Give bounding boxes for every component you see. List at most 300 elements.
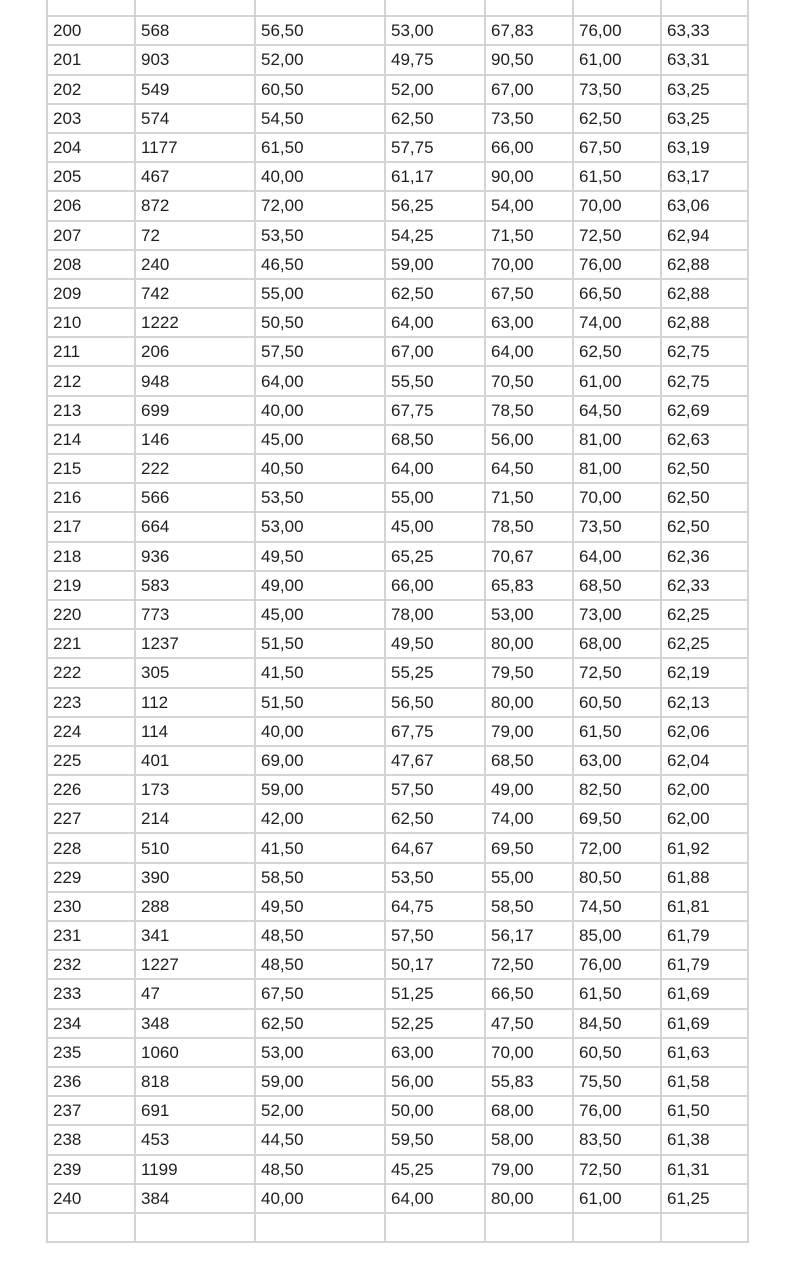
table-cell: 209 bbox=[47, 279, 135, 308]
table-cell: 401 bbox=[135, 746, 255, 775]
table-cell: 305 bbox=[135, 658, 255, 687]
table-cell: 467 bbox=[135, 162, 255, 191]
table-cell: 60,50 bbox=[573, 1038, 661, 1067]
table-cell: 70,67 bbox=[485, 542, 573, 571]
table-cell: 230 bbox=[47, 892, 135, 921]
table-cell: 50,17 bbox=[385, 950, 485, 979]
table-cell: 48,50 bbox=[255, 1155, 385, 1184]
table-cell: 55,00 bbox=[385, 483, 485, 512]
table-cell: 82,50 bbox=[573, 775, 661, 804]
table-cell: 47,67 bbox=[385, 746, 485, 775]
table-cell: 59,00 bbox=[385, 250, 485, 279]
table-cell: 65,83 bbox=[485, 571, 573, 600]
table-cell: 56,50 bbox=[255, 16, 385, 45]
table-cell: 45,00 bbox=[255, 600, 385, 629]
table-cell: 227 bbox=[47, 804, 135, 833]
table-row bbox=[47, 221, 748, 250]
table-cell bbox=[573, 0, 661, 16]
results-table bbox=[46, 0, 749, 1243]
table-cell: 48,50 bbox=[255, 950, 385, 979]
table-row bbox=[47, 1038, 748, 1067]
table-cell: 80,00 bbox=[485, 629, 573, 658]
table-cell: 79,00 bbox=[485, 717, 573, 746]
table-row bbox=[47, 104, 748, 133]
table-cell bbox=[385, 1213, 485, 1242]
table-cell: 62,00 bbox=[661, 775, 748, 804]
table-row bbox=[47, 0, 748, 16]
table-cell bbox=[255, 1213, 385, 1242]
table-cell: 61,63 bbox=[661, 1038, 748, 1067]
table-cell: 61,88 bbox=[661, 863, 748, 892]
table-cell: 64,00 bbox=[385, 454, 485, 483]
table-cell: 218 bbox=[47, 542, 135, 571]
table-cell: 53,50 bbox=[255, 221, 385, 250]
table-cell: 574 bbox=[135, 104, 255, 133]
table-cell: 173 bbox=[135, 775, 255, 804]
table-cell: 62,06 bbox=[661, 717, 748, 746]
table-cell: 81,00 bbox=[573, 425, 661, 454]
table-cell: 44,50 bbox=[255, 1125, 385, 1154]
table-cell: 56,50 bbox=[385, 688, 485, 717]
table-cell: 903 bbox=[135, 45, 255, 74]
table-cell: 210 bbox=[47, 308, 135, 337]
table-cell: 57,50 bbox=[255, 337, 385, 366]
table-cell: 62,75 bbox=[661, 366, 748, 395]
table-cell: 206 bbox=[47, 191, 135, 220]
table-cell: 53,00 bbox=[255, 1038, 385, 1067]
table-cell: 74,50 bbox=[573, 892, 661, 921]
table-cell: 62,50 bbox=[573, 337, 661, 366]
table-row bbox=[47, 1096, 748, 1125]
table-row bbox=[47, 629, 748, 658]
table-cell: 57,50 bbox=[385, 775, 485, 804]
table-cell: 206 bbox=[135, 337, 255, 366]
table-cell: 61,38 bbox=[661, 1125, 748, 1154]
table-cell: 61,25 bbox=[661, 1184, 748, 1213]
table-cell: 52,00 bbox=[255, 1096, 385, 1125]
table-cell: 61,58 bbox=[661, 1067, 748, 1096]
table-cell: 53,50 bbox=[385, 863, 485, 892]
table-cell: 61,50 bbox=[255, 133, 385, 162]
table-cell: 61,00 bbox=[573, 45, 661, 74]
table-row bbox=[47, 804, 748, 833]
table-cell: 62,19 bbox=[661, 658, 748, 687]
table-row bbox=[47, 892, 748, 921]
table-row bbox=[47, 658, 748, 687]
table-cell: 62,50 bbox=[385, 804, 485, 833]
table-cell: 45,00 bbox=[385, 512, 485, 541]
table-cell: 566 bbox=[135, 483, 255, 512]
table-cell: 61,50 bbox=[573, 979, 661, 1008]
table-cell: 223 bbox=[47, 688, 135, 717]
table-cell: 62,50 bbox=[385, 279, 485, 308]
table-cell: 69,50 bbox=[573, 804, 661, 833]
table-cell: 63,00 bbox=[573, 746, 661, 775]
table-cell: 42,00 bbox=[255, 804, 385, 833]
table-cell: 664 bbox=[135, 512, 255, 541]
table-cell: 341 bbox=[135, 921, 255, 950]
table-cell: 220 bbox=[47, 600, 135, 629]
table-cell: 48,50 bbox=[255, 921, 385, 950]
table-cell: 52,00 bbox=[385, 75, 485, 104]
table-row bbox=[47, 279, 748, 308]
table-cell: 70,00 bbox=[573, 483, 661, 512]
table-cell: 63,25 bbox=[661, 104, 748, 133]
table-cell: 49,50 bbox=[255, 892, 385, 921]
table-cell: 384 bbox=[135, 1184, 255, 1213]
table-cell: 76,00 bbox=[573, 950, 661, 979]
table-row bbox=[47, 366, 748, 395]
table-cell: 49,75 bbox=[385, 45, 485, 74]
table-row bbox=[47, 162, 748, 191]
table-cell: 61,69 bbox=[661, 979, 748, 1008]
table-cell: 68,00 bbox=[573, 629, 661, 658]
table-row bbox=[47, 1155, 748, 1184]
table-cell: 67,00 bbox=[385, 337, 485, 366]
table-cell bbox=[573, 1213, 661, 1242]
table-cell: 56,25 bbox=[385, 191, 485, 220]
table-cell bbox=[485, 1213, 573, 1242]
table-cell: 67,83 bbox=[485, 16, 573, 45]
table-cell: 72,50 bbox=[485, 950, 573, 979]
table-cell: 69,50 bbox=[485, 833, 573, 862]
table-cell: 54,00 bbox=[485, 191, 573, 220]
table-cell: 76,00 bbox=[573, 1096, 661, 1125]
table-cell: 61,79 bbox=[661, 950, 748, 979]
table-cell: 61,50 bbox=[573, 717, 661, 746]
table-cell: 62,69 bbox=[661, 396, 748, 425]
table-cell: 66,00 bbox=[485, 133, 573, 162]
table-cell: 225 bbox=[47, 746, 135, 775]
table-cell: 71,50 bbox=[485, 221, 573, 250]
table-cell: 63,31 bbox=[661, 45, 748, 74]
table-cell: 55,00 bbox=[255, 279, 385, 308]
table-cell: 66,50 bbox=[573, 279, 661, 308]
table-cell: 1237 bbox=[135, 629, 255, 658]
table-row bbox=[47, 396, 748, 425]
table-cell: 60,50 bbox=[255, 75, 385, 104]
table-cell: 235 bbox=[47, 1038, 135, 1067]
table-cell: 72 bbox=[135, 221, 255, 250]
table-cell: 1177 bbox=[135, 133, 255, 162]
table-cell: 46,50 bbox=[255, 250, 385, 279]
table-cell: 237 bbox=[47, 1096, 135, 1125]
table-cell: 61,31 bbox=[661, 1155, 748, 1184]
table-cell: 40,00 bbox=[255, 396, 385, 425]
table-cell: 53,00 bbox=[255, 512, 385, 541]
table-cell: 67,50 bbox=[255, 979, 385, 1008]
table-cell: 200 bbox=[47, 16, 135, 45]
table-row bbox=[47, 483, 748, 512]
table-cell: 90,00 bbox=[485, 162, 573, 191]
table-cell: 549 bbox=[135, 75, 255, 104]
table-cell: 40,50 bbox=[255, 454, 385, 483]
table-cell: 53,00 bbox=[385, 16, 485, 45]
table-cell: 240 bbox=[135, 250, 255, 279]
table-cell: 66,00 bbox=[385, 571, 485, 600]
table-cell: 239 bbox=[47, 1155, 135, 1184]
table-cell: 226 bbox=[47, 775, 135, 804]
table-row bbox=[47, 979, 748, 1008]
table-cell: 73,50 bbox=[573, 75, 661, 104]
table-cell: 62,00 bbox=[661, 804, 748, 833]
table-cell: 1199 bbox=[135, 1155, 255, 1184]
table-cell: 64,00 bbox=[385, 308, 485, 337]
table-cell: 62,88 bbox=[661, 279, 748, 308]
table-row bbox=[47, 16, 748, 45]
table-cell: 231 bbox=[47, 921, 135, 950]
table-cell: 64,00 bbox=[573, 542, 661, 571]
table-cell: 40,00 bbox=[255, 1184, 385, 1213]
table-cell: 49,00 bbox=[485, 775, 573, 804]
table-cell: 62,33 bbox=[661, 571, 748, 600]
table-cell: 58,00 bbox=[485, 1125, 573, 1154]
table-cell bbox=[661, 0, 748, 16]
table-cell: 63,06 bbox=[661, 191, 748, 220]
table-cell: 211 bbox=[47, 337, 135, 366]
table-row bbox=[47, 308, 748, 337]
table-cell: 67,00 bbox=[485, 75, 573, 104]
table-cell: 62,50 bbox=[661, 512, 748, 541]
table-cell: 67,50 bbox=[485, 279, 573, 308]
table-row bbox=[47, 1067, 748, 1096]
table-cell: 55,00 bbox=[485, 863, 573, 892]
results-table-container bbox=[46, 0, 747, 1243]
table-cell: 52,25 bbox=[385, 1009, 485, 1038]
table-cell: 59,00 bbox=[255, 1067, 385, 1096]
table-cell: 68,50 bbox=[485, 746, 573, 775]
table-cell: 214 bbox=[47, 425, 135, 454]
table-cell: 112 bbox=[135, 688, 255, 717]
table-cell: 948 bbox=[135, 366, 255, 395]
table-cell: 214 bbox=[135, 804, 255, 833]
table-cell: 63,00 bbox=[485, 308, 573, 337]
table-cell: 216 bbox=[47, 483, 135, 512]
table-cell: 51,50 bbox=[255, 688, 385, 717]
table-row bbox=[47, 600, 748, 629]
table-cell: 213 bbox=[47, 396, 135, 425]
table-row bbox=[47, 688, 748, 717]
table-cell: 63,25 bbox=[661, 75, 748, 104]
table-cell: 64,67 bbox=[385, 833, 485, 862]
table-cell: 202 bbox=[47, 75, 135, 104]
table-cell: 63,00 bbox=[385, 1038, 485, 1067]
table-cell: 348 bbox=[135, 1009, 255, 1038]
table-cell: 224 bbox=[47, 717, 135, 746]
table-cell: 64,00 bbox=[385, 1184, 485, 1213]
table-cell: 583 bbox=[135, 571, 255, 600]
table-cell: 201 bbox=[47, 45, 135, 74]
table-cell: 62,94 bbox=[661, 221, 748, 250]
table-row bbox=[47, 512, 748, 541]
table-cell: 63,19 bbox=[661, 133, 748, 162]
table-cell: 238 bbox=[47, 1125, 135, 1154]
table-cell bbox=[47, 1213, 135, 1242]
table-cell: 232 bbox=[47, 950, 135, 979]
table-cell: 55,83 bbox=[485, 1067, 573, 1096]
table-row bbox=[47, 1125, 748, 1154]
table-cell: 73,50 bbox=[573, 512, 661, 541]
table-cell bbox=[661, 1213, 748, 1242]
table-row bbox=[47, 921, 748, 950]
table-cell: 61,00 bbox=[573, 366, 661, 395]
table-cell: 72,00 bbox=[255, 191, 385, 220]
table-cell: 64,50 bbox=[573, 396, 661, 425]
table-cell: 59,00 bbox=[255, 775, 385, 804]
table-cell: 41,50 bbox=[255, 658, 385, 687]
table-cell: 74,00 bbox=[485, 804, 573, 833]
table-cell: 78,00 bbox=[385, 600, 485, 629]
table-row bbox=[47, 191, 748, 220]
table-cell: 49,50 bbox=[255, 542, 385, 571]
table-cell: 71,50 bbox=[485, 483, 573, 512]
table-cell: 203 bbox=[47, 104, 135, 133]
table-cell: 1060 bbox=[135, 1038, 255, 1067]
table-cell: 85,00 bbox=[573, 921, 661, 950]
table-cell: 64,75 bbox=[385, 892, 485, 921]
table-cell: 80,00 bbox=[485, 1184, 573, 1213]
table-cell: 63,17 bbox=[661, 162, 748, 191]
table-cell: 55,50 bbox=[385, 366, 485, 395]
table-cell: 73,50 bbox=[485, 104, 573, 133]
table-cell: 64,50 bbox=[485, 454, 573, 483]
table-cell: 62,88 bbox=[661, 308, 748, 337]
table-cell: 62,50 bbox=[661, 483, 748, 512]
table-cell: 40,00 bbox=[255, 717, 385, 746]
table-cell: 68,50 bbox=[573, 571, 661, 600]
table-row bbox=[47, 133, 748, 162]
table-row bbox=[47, 746, 748, 775]
table-cell: 699 bbox=[135, 396, 255, 425]
table-cell: 68,50 bbox=[385, 425, 485, 454]
table-cell: 61,50 bbox=[661, 1096, 748, 1125]
table-cell: 146 bbox=[135, 425, 255, 454]
table-cell: 90,50 bbox=[485, 45, 573, 74]
table-cell: 49,00 bbox=[255, 571, 385, 600]
table-cell: 62,50 bbox=[255, 1009, 385, 1038]
table-cell: 68,00 bbox=[485, 1096, 573, 1125]
table-cell bbox=[255, 0, 385, 16]
table-cell: 205 bbox=[47, 162, 135, 191]
table-cell: 69,00 bbox=[255, 746, 385, 775]
table-cell: 62,50 bbox=[573, 104, 661, 133]
table-cell: 240 bbox=[47, 1184, 135, 1213]
table-cell: 75,50 bbox=[573, 1067, 661, 1096]
table-cell: 54,50 bbox=[255, 104, 385, 133]
table-cell: 70,00 bbox=[485, 250, 573, 279]
table-cell: 114 bbox=[135, 717, 255, 746]
table-cell: 80,50 bbox=[573, 863, 661, 892]
table-cell: 50,50 bbox=[255, 308, 385, 337]
table-cell: 215 bbox=[47, 454, 135, 483]
table-cell: 62,63 bbox=[661, 425, 748, 454]
table-cell: 45,00 bbox=[255, 425, 385, 454]
table-cell: 83,50 bbox=[573, 1125, 661, 1154]
table-row bbox=[47, 1184, 748, 1213]
table-cell: 61,17 bbox=[385, 162, 485, 191]
table-cell: 872 bbox=[135, 191, 255, 220]
table-cell: 57,50 bbox=[385, 921, 485, 950]
table-cell: 49,50 bbox=[385, 629, 485, 658]
table-cell: 79,50 bbox=[485, 658, 573, 687]
table-cell: 74,00 bbox=[573, 308, 661, 337]
table-cell: 1227 bbox=[135, 950, 255, 979]
table-cell: 222 bbox=[47, 658, 135, 687]
table-cell: 222 bbox=[135, 454, 255, 483]
table-cell: 62,75 bbox=[661, 337, 748, 366]
table-row bbox=[47, 775, 748, 804]
table-cell: 57,75 bbox=[385, 133, 485, 162]
table-cell: 390 bbox=[135, 863, 255, 892]
table-cell: 1222 bbox=[135, 308, 255, 337]
table-cell: 219 bbox=[47, 571, 135, 600]
table-cell: 207 bbox=[47, 221, 135, 250]
table-cell: 72,00 bbox=[573, 833, 661, 862]
table-cell: 61,00 bbox=[573, 1184, 661, 1213]
table-cell: 62,25 bbox=[661, 629, 748, 658]
table-cell: 80,00 bbox=[485, 688, 573, 717]
table-row bbox=[47, 425, 748, 454]
table-row bbox=[47, 1009, 748, 1038]
table-row bbox=[47, 542, 748, 571]
table-cell: 61,50 bbox=[573, 162, 661, 191]
table-cell: 936 bbox=[135, 542, 255, 571]
table-cell bbox=[135, 0, 255, 16]
table-cell: 61,79 bbox=[661, 921, 748, 950]
table-cell: 72,50 bbox=[573, 221, 661, 250]
table-cell: 64,00 bbox=[485, 337, 573, 366]
table-cell: 56,00 bbox=[485, 425, 573, 454]
table-cell: 60,50 bbox=[573, 688, 661, 717]
table-cell: 53,50 bbox=[255, 483, 385, 512]
table-cell: 62,04 bbox=[661, 746, 748, 775]
table-row bbox=[47, 1213, 748, 1242]
table-cell: 818 bbox=[135, 1067, 255, 1096]
table-cell: 510 bbox=[135, 833, 255, 862]
table-cell: 233 bbox=[47, 979, 135, 1008]
table-cell: 66,50 bbox=[485, 979, 573, 1008]
table-row bbox=[47, 863, 748, 892]
table-cell: 204 bbox=[47, 133, 135, 162]
table-row bbox=[47, 250, 748, 279]
table-cell: 62,25 bbox=[661, 600, 748, 629]
table-cell: 73,00 bbox=[573, 600, 661, 629]
table-cell bbox=[135, 1213, 255, 1242]
table-cell: 45,25 bbox=[385, 1155, 485, 1184]
table-cell: 51,50 bbox=[255, 629, 385, 658]
table-cell: 61,81 bbox=[661, 892, 748, 921]
table-cell: 228 bbox=[47, 833, 135, 862]
table-row bbox=[47, 717, 748, 746]
table-cell: 288 bbox=[135, 892, 255, 921]
table-cell: 76,00 bbox=[573, 250, 661, 279]
table-cell: 70,50 bbox=[485, 366, 573, 395]
table-cell: 78,50 bbox=[485, 512, 573, 541]
table-cell: 742 bbox=[135, 279, 255, 308]
table-body bbox=[47, 0, 748, 1242]
table-row bbox=[47, 337, 748, 366]
table-cell: 70,00 bbox=[485, 1038, 573, 1067]
table-row bbox=[47, 454, 748, 483]
table-cell: 691 bbox=[135, 1096, 255, 1125]
table-cell: 56,17 bbox=[485, 921, 573, 950]
table-cell: 234 bbox=[47, 1009, 135, 1038]
table-cell: 52,00 bbox=[255, 45, 385, 74]
table-cell: 62,13 bbox=[661, 688, 748, 717]
table-cell: 70,00 bbox=[573, 191, 661, 220]
table-cell: 67,75 bbox=[385, 717, 485, 746]
table-cell: 62,88 bbox=[661, 250, 748, 279]
